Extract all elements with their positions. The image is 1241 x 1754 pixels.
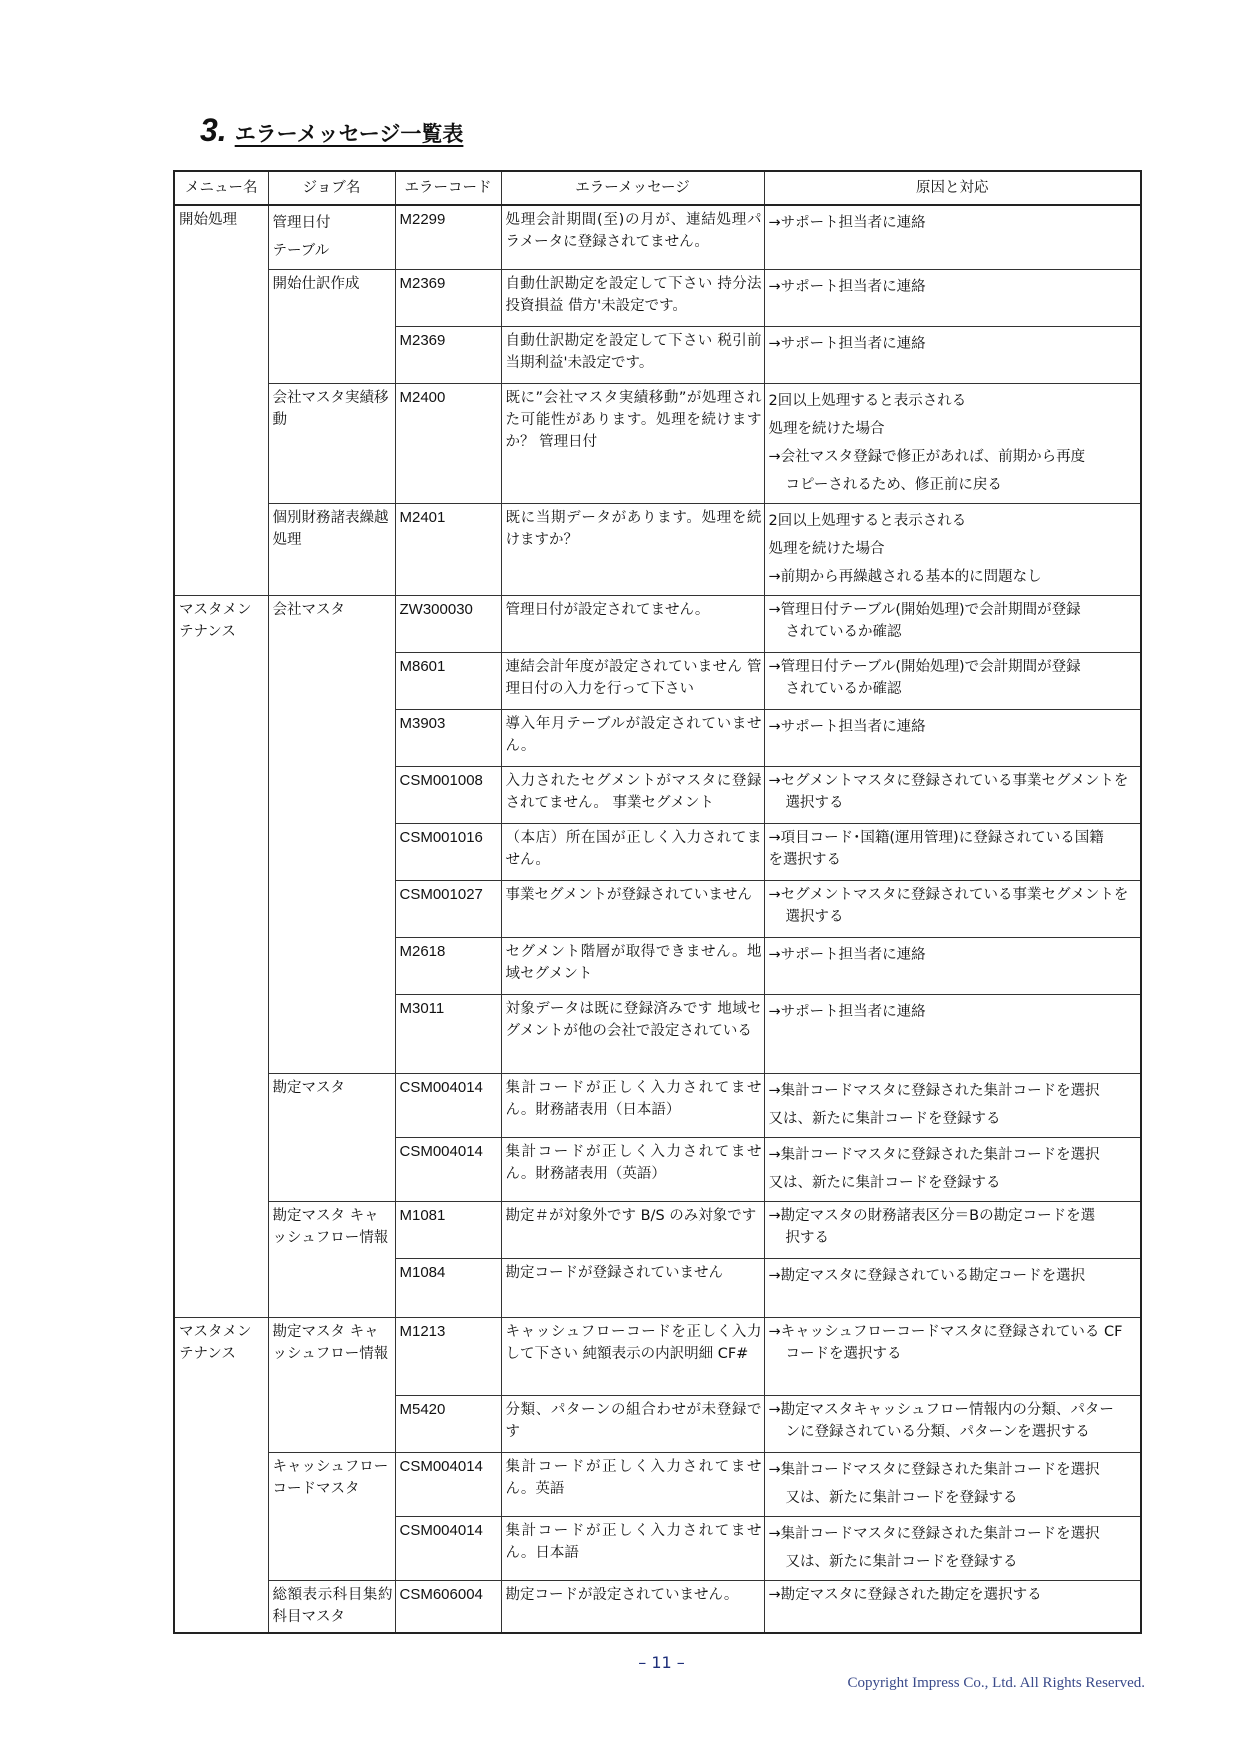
cause-line: →管理日付テーブル(開始処理)で会計期間が登録 bbox=[768, 659, 1081, 675]
error-message-table bbox=[173, 170, 1142, 1634]
cause-line: →サポート担当者に連絡 bbox=[768, 215, 926, 231]
header-job: ジョブ名 bbox=[268, 171, 395, 205]
cause-line: 2回以上処理すると表示される bbox=[768, 393, 967, 409]
section-heading bbox=[200, 112, 463, 149]
error-message-cell: 既に”会社マスタ実績移動”が処理された可能性があります。処理を続けますか？ 管理日付 bbox=[501, 384, 764, 504]
error-message-cell: 導入年月テーブルが設定されていません。 bbox=[501, 710, 764, 767]
error-code-cell: M2299 bbox=[395, 205, 501, 270]
job-cell: 開始仕訳作成 bbox=[268, 270, 395, 384]
cause-cell bbox=[764, 824, 1141, 881]
error-message-cell: キャッシュフローコードを正しく入力して下さい 純額表示の内訳明細 CF# bbox=[501, 1318, 764, 1396]
error-message-cell: 入力されたセグメントがマスタに登録されてません。 事業セグメント bbox=[501, 767, 764, 824]
error-message-cell: 連結会計年度が設定されていません 管理日付の入力を行って下さい bbox=[501, 653, 764, 710]
header-cause: 原因と対応 bbox=[764, 171, 1141, 205]
table-row bbox=[174, 270, 1141, 327]
table-row bbox=[174, 1581, 1141, 1634]
error-code-cell: CSM001016 bbox=[395, 824, 501, 881]
error-message-cell: 対象データは既に登録済みです 地域セグメントが他の会社で設定されている bbox=[501, 995, 764, 1074]
job-cell: 勘定マスタ キャッシュフロー情報 bbox=[268, 1318, 395, 1453]
cause-line: されているか確認 bbox=[785, 681, 902, 697]
table-row bbox=[174, 1074, 1141, 1138]
header-error-message: エラーメッセージ bbox=[501, 171, 764, 205]
error-code-cell: CSM004014 bbox=[395, 1453, 501, 1517]
table-row bbox=[174, 596, 1141, 653]
table-row bbox=[174, 384, 1141, 504]
cause-line: 選択する bbox=[785, 795, 844, 811]
job-line: テーブル bbox=[272, 243, 330, 259]
cause-line: コピーされるため、修正前に戻る bbox=[785, 477, 1002, 493]
cause-cell bbox=[764, 1396, 1141, 1453]
cause-line: 選択する bbox=[785, 909, 844, 925]
error-message-cell: 集計コードが正しく入力されてません。財務諸表用（日本語） bbox=[501, 1074, 764, 1138]
cause-line: →サポート担当者に連絡 bbox=[768, 279, 926, 295]
cause-line: 処理を続けた場合 bbox=[768, 541, 885, 557]
cause-line: ンに登録されている分類、パターンを選択する bbox=[785, 1424, 1090, 1440]
error-code-cell: ZW300030 bbox=[395, 596, 501, 653]
cause-cell bbox=[764, 1138, 1141, 1202]
job-cell: 個別財務諸表繰越処理 bbox=[268, 504, 395, 596]
table-row bbox=[174, 1202, 1141, 1259]
cause-cell bbox=[764, 270, 1141, 327]
cause-line: コードを選択する bbox=[785, 1346, 902, 1362]
page-number: – 11 – bbox=[638, 1653, 685, 1672]
error-code-cell: M1213 bbox=[395, 1318, 501, 1396]
cause-line: →勘定マスタの財務諸表区分＝Bの勘定コードを選 bbox=[768, 1208, 1096, 1224]
error-code-cell: M1084 bbox=[395, 1259, 501, 1318]
cause-cell bbox=[764, 1453, 1141, 1517]
cause-line: →前期から再繰越される基本的に問題なし bbox=[768, 569, 1042, 585]
cause-line: →集計コードマスタに登録された集計コードを選択 bbox=[768, 1083, 1100, 1099]
cause-line: →集計コードマスタに登録された集計コードを選択 bbox=[768, 1462, 1100, 1478]
error-code-cell: M2369 bbox=[395, 270, 501, 327]
job-line: 管理日付 bbox=[272, 215, 331, 231]
header-error-code: エラーコード bbox=[395, 171, 501, 205]
cause-cell bbox=[764, 938, 1141, 995]
error-code-cell: M3011 bbox=[395, 995, 501, 1074]
error-message-cell: 管理日付が設定されてません。 bbox=[501, 596, 764, 653]
error-code-cell: CSM001027 bbox=[395, 881, 501, 938]
cause-line: 又は、新たに集計コードを登録する bbox=[768, 1111, 1001, 1127]
cause-line: 処理を続けた場合 bbox=[768, 421, 885, 437]
menu-cell: マスタメンテナンス bbox=[174, 596, 268, 1318]
cause-cell bbox=[764, 1074, 1141, 1138]
job-cell bbox=[268, 205, 395, 270]
error-message-cell: セグメント階層が取得できません。地域セグメント bbox=[501, 938, 764, 995]
error-code-cell: M2401 bbox=[395, 504, 501, 596]
table-row bbox=[174, 504, 1141, 596]
menu-cell: マスタメンテナンス bbox=[174, 1318, 268, 1634]
error-code-cell: M5420 bbox=[395, 1396, 501, 1453]
cause-cell bbox=[764, 1581, 1141, 1634]
cause-line: →会社マスタ登録で修正があれば、前期から再度 bbox=[768, 449, 1086, 465]
cause-cell bbox=[764, 596, 1141, 653]
table-row bbox=[174, 205, 1141, 270]
table-row bbox=[174, 1318, 1141, 1396]
error-code-cell: M2618 bbox=[395, 938, 501, 995]
cause-line: →サポート担当者に連絡 bbox=[768, 719, 926, 735]
cause-line: →勘定マスタキャッシュフロー情報内の分類、パター bbox=[768, 1402, 1114, 1418]
cause-line: →サポート担当者に連絡 bbox=[768, 1004, 926, 1020]
cause-line: 又は、新たに集計コードを登録する bbox=[785, 1490, 1018, 1506]
error-code-cell: M2369 bbox=[395, 327, 501, 384]
error-message-cell: 自動仕訳勘定を設定して下さい 税引前当期利益'未設定です。 bbox=[501, 327, 764, 384]
cause-cell bbox=[764, 384, 1141, 504]
cause-line: →キャッシュフローコードマスタに登録されている CF bbox=[768, 1324, 1123, 1340]
cause-cell bbox=[764, 1259, 1141, 1318]
cause-line: →サポート担当者に連絡 bbox=[768, 947, 926, 963]
error-message-cell: 勘定コードが登録されていません bbox=[501, 1259, 764, 1318]
cause-line: 又は、新たに集計コードを登録する bbox=[785, 1554, 1018, 1570]
cause-cell bbox=[764, 881, 1141, 938]
job-cell: 会社マスタ実績移動 bbox=[268, 384, 395, 504]
cause-line: →管理日付テーブル(開始処理)で会計期間が登録 bbox=[768, 602, 1081, 618]
error-code-cell: CSM004014 bbox=[395, 1138, 501, 1202]
error-message-cell: 勘定＃が対象外です B/S のみ対象です bbox=[501, 1202, 764, 1259]
cause-line: 又は、新たに集計コードを登録する bbox=[768, 1175, 1001, 1191]
cause-cell bbox=[764, 1517, 1141, 1581]
job-cell: キャッシュフローコードマスタ bbox=[268, 1453, 395, 1581]
error-message-cell: 自動仕訳勘定を設定して下さい 持分法投資損益 借方'未設定です。 bbox=[501, 270, 764, 327]
error-code-cell: M1081 bbox=[395, 1202, 501, 1259]
error-message-cell: 処理会計期間(至)の月が、連結処理パラメータに登録されてません。 bbox=[501, 205, 764, 270]
error-code-cell: M3903 bbox=[395, 710, 501, 767]
error-code-cell: CSM001008 bbox=[395, 767, 501, 824]
error-code-cell: CSM606004 bbox=[395, 1581, 501, 1634]
cause-line: を選択する bbox=[768, 852, 841, 868]
cause-line: →セグメントマスタに登録されている事業セグメントを bbox=[768, 887, 1129, 903]
cause-line: →集計コードマスタに登録された集計コードを選択 bbox=[768, 1147, 1100, 1163]
cause-cell bbox=[764, 205, 1141, 270]
cause-cell bbox=[764, 1202, 1141, 1259]
error-message-cell: 集計コードが正しく入力されてません。日本語 bbox=[501, 1517, 764, 1581]
cause-line: →勘定マスタに登録されている勘定コードを選択 bbox=[768, 1268, 1086, 1284]
table-header-row bbox=[174, 171, 1141, 205]
error-message-cell: （本店）所在国が正しく入力されてません。 bbox=[501, 824, 764, 881]
header-menu: メニュー名 bbox=[174, 171, 268, 205]
section-title: エラーメッセージ一覧表 bbox=[234, 122, 464, 146]
cause-line: →サポート担当者に連絡 bbox=[768, 336, 926, 352]
error-message-cell: 事業セグメントが登録されていません bbox=[501, 881, 764, 938]
cause-cell bbox=[764, 995, 1141, 1074]
cause-cell bbox=[764, 710, 1141, 767]
job-cell: 勘定マスタ キャッシュフロー情報 bbox=[268, 1202, 395, 1318]
cause-line: 択する bbox=[785, 1230, 829, 1246]
cause-line: →勘定マスタに登録された勘定を選択する bbox=[768, 1587, 1042, 1603]
table-row bbox=[174, 1453, 1141, 1517]
job-cell: 会社マスタ bbox=[268, 596, 395, 1074]
cause-line: →項目コード･国籍(運用管理)に登録されている国籍 bbox=[768, 830, 1104, 846]
error-code-cell: CSM004014 bbox=[395, 1074, 501, 1138]
error-code-cell: CSM004014 bbox=[395, 1517, 501, 1581]
cause-cell bbox=[764, 1318, 1141, 1396]
menu-cell: 開始処理 bbox=[174, 205, 268, 596]
section-number: 3. bbox=[200, 112, 227, 148]
job-cell: 総額表示科目集約科目マスタ bbox=[268, 1581, 395, 1634]
error-code-cell: M8601 bbox=[395, 653, 501, 710]
cause-cell bbox=[764, 327, 1141, 384]
error-message-cell: 既に当期データがあります。処理を続けますか？ bbox=[501, 504, 764, 596]
error-message-cell: 勘定コードが設定されていません。 bbox=[501, 1581, 764, 1634]
cause-line: されているか確認 bbox=[785, 624, 902, 640]
cause-line: →集計コードマスタに登録された集計コードを選択 bbox=[768, 1526, 1100, 1542]
cause-cell bbox=[764, 653, 1141, 710]
copyright-notice: Copyright Impress Co., Ltd. All Rights Reserved. bbox=[847, 1675, 1145, 1691]
cause-line: 2回以上処理すると表示される bbox=[768, 513, 967, 529]
cause-cell bbox=[764, 767, 1141, 824]
job-cell: 勘定マスタ bbox=[268, 1074, 395, 1202]
cause-cell bbox=[764, 504, 1141, 596]
error-message-cell: 集計コードが正しく入力されてません。英語 bbox=[501, 1453, 764, 1517]
cause-line: →セグメントマスタに登録されている事業セグメントを bbox=[768, 773, 1129, 789]
error-message-cell: 集計コードが正しく入力されてません。財務諸表用（英語） bbox=[501, 1138, 764, 1202]
error-message-cell: 分類、パターンの組合わせが未登録です bbox=[501, 1396, 764, 1453]
error-code-cell: M2400 bbox=[395, 384, 501, 504]
